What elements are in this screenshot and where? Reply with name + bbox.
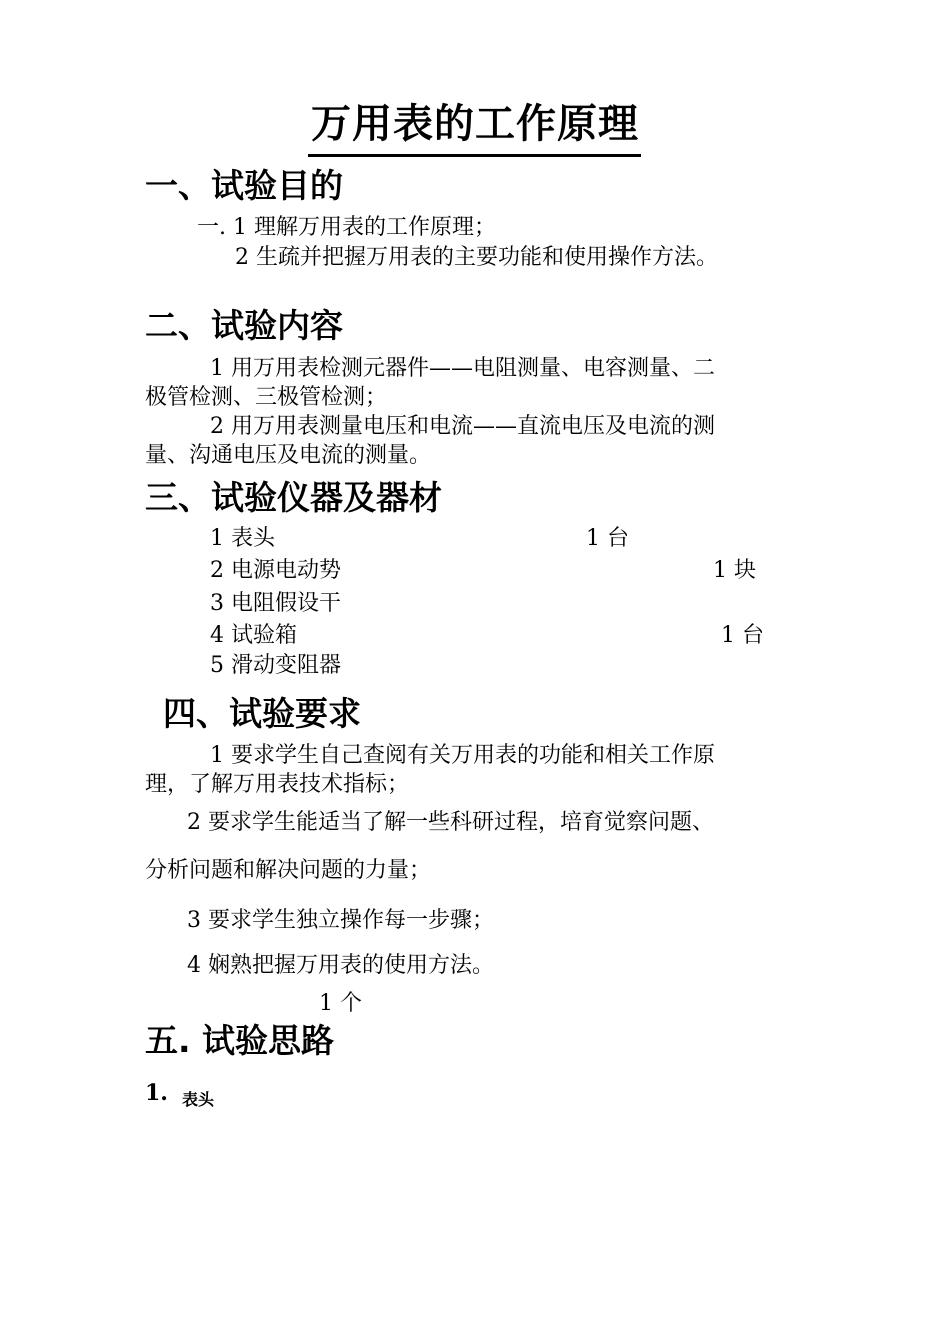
section-heading-content: 二、试验内容 [145, 306, 343, 345]
equipment-qty-1: 1 台 [586, 526, 629, 551]
equipment-item-1: 1 表头 [210, 526, 275, 551]
requirement-item-4: 4 娴熟把握万用表的使用方法。 [187, 953, 494, 978]
purpose-line-2: 2 生疏并把握万用表的主要功能和使用操作方法。 [235, 245, 718, 270]
section-heading-equipment: 三、试验仪器及器材 [145, 478, 442, 517]
content-item-2b: 量、沟通电压及电流的测量。 [145, 443, 432, 468]
title-underline [308, 154, 641, 157]
equipment-item-5: 5 滑动变阻器 [210, 653, 341, 678]
content-item-1a: 1 用万用表检测元器件——电阻测量、电容测量、二 [210, 356, 715, 381]
section-heading-requirements: 四、试验要求 [163, 694, 361, 733]
section-heading-approach: 五. 试验思路 [145, 1021, 335, 1060]
requirement-item-2b: 分析问题和解决问题的力量； [145, 858, 432, 883]
equipment-item-4: 4 试验箱 [210, 623, 297, 648]
equipment-qty-4: 1 台 [721, 623, 764, 648]
section-heading-purpose: 一、试验目的 [145, 166, 343, 205]
requirement-item-2a: 2 要求学生能适当了解一些科研过程，培育觉察问题、 [187, 810, 714, 835]
approach-label: 表头 [182, 1090, 215, 1109]
content-item-2a: 2 用万用表测量电压和电流——直流电压及电流的测 [210, 414, 715, 439]
equipment-item-3: 3 电阻假设干 [210, 591, 341, 616]
requirement-item-3: 3 要求学生独立操作每一步骤； [187, 908, 494, 933]
equipment-item-2: 2 电源电动势 [210, 558, 341, 583]
stray-quantity: 1 个 [319, 991, 362, 1016]
requirement-item-1b: 理，了解万用表技术指标； [145, 772, 410, 797]
requirement-item-1a: 1 要求学生自己查阅有关万用表的功能和相关工作原 [210, 743, 715, 768]
page-title: 万用表的工作原理 [311, 101, 639, 147]
equipment-qty-2: 1 块 [713, 558, 756, 583]
content-item-1b: 极管检测、三极管检测； [145, 385, 388, 410]
approach-number: 1. [145, 1080, 168, 1106]
purpose-line-1: 一. 1 理解万用表的工作原理； [197, 215, 496, 240]
